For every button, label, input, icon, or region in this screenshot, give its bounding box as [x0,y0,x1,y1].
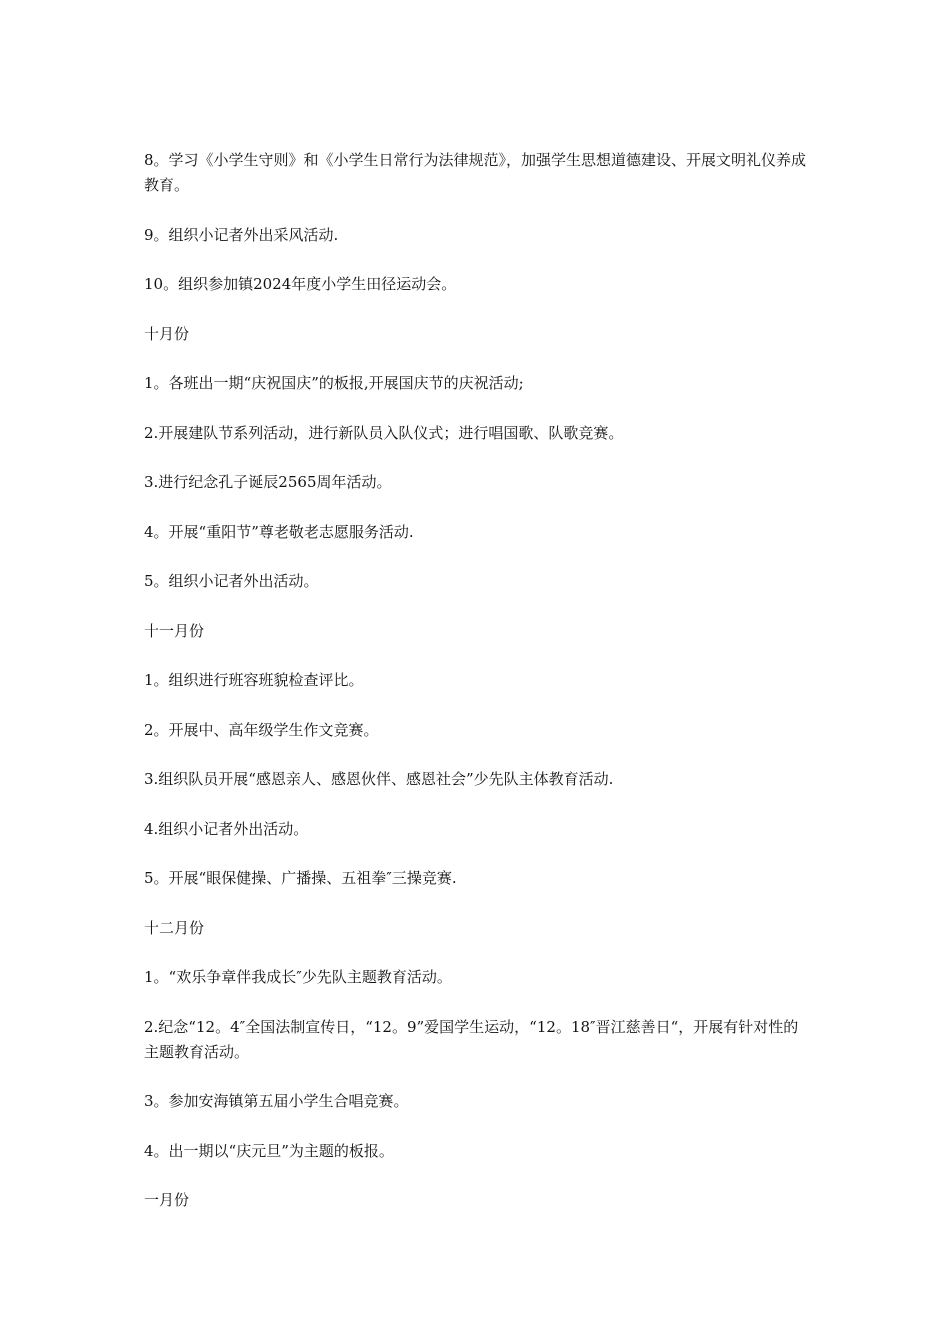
november-item-4: 4.组织小记者外出活动。 [144,819,309,838]
november-item-2: 2。开展中、高年级学生作文竞赛。 [144,720,379,739]
december-item-1: 1。“欢乐争章伴我成长″少先队主题教育活动。 [144,968,452,986]
november-item-1: 1。组织进行班容班貌检查评比。 [144,671,364,689]
december-item-2: 2.纪念“12。4″全国法制宣传日，“12。9”爱国学生运动，“12。18″晋江慈善日“，开展有针对性的主题教育活动。 [144,1017,799,1061]
october-item-2: 2.开展建队节系列活动，进行新队员入队仪式；进行唱国歌、队歌竞赛。 [144,423,624,442]
october-item-5: 5。组织小记者外出活动。 [144,572,319,590]
paragraph-item-8: 8。学习《小学生守则》和《小学生日常行为法律规范》，加强学生思想道德建设、开展文明礼仪养成教育。 [144,151,807,194]
month-heading-january: 一月份 [144,1191,190,1209]
month-heading-december: 十二月份 [144,918,205,937]
october-item-1: 1。各班出一期“庆祝国庆”的板报,开展国庆节的庆祝活动; [144,374,524,392]
paragraph-item-10: 10。组织参加镇2024年度小学生田径运动会。 [144,275,457,293]
document-body [144,148,810,1238]
november-item-5: 5。开展“眼保健操、广播操、五祖拳″三操竞赛. [144,869,457,887]
december-item-3: 3。参加安海镇第五届小学生合唱竞赛。 [144,1092,409,1110]
october-item-4: 4。开展“重阳节”尊老敬老志愿服务活动. [144,522,414,541]
paragraph-item-9: 9。组织小记者外出采风活动. [144,225,339,244]
month-heading-october: 十月份 [144,324,190,343]
october-item-3: 3.进行纪念孔子诞辰2565周年活动。 [144,473,392,491]
november-item-3: 3.组织队员开展“感恩亲人、感恩伙伴、感恩社会”少先队主体教育活动. [144,770,614,788]
month-heading-november: 十一月份 [144,621,205,640]
december-item-4: 4。出一期以“庆元旦”为主题的板报。 [144,1141,394,1160]
